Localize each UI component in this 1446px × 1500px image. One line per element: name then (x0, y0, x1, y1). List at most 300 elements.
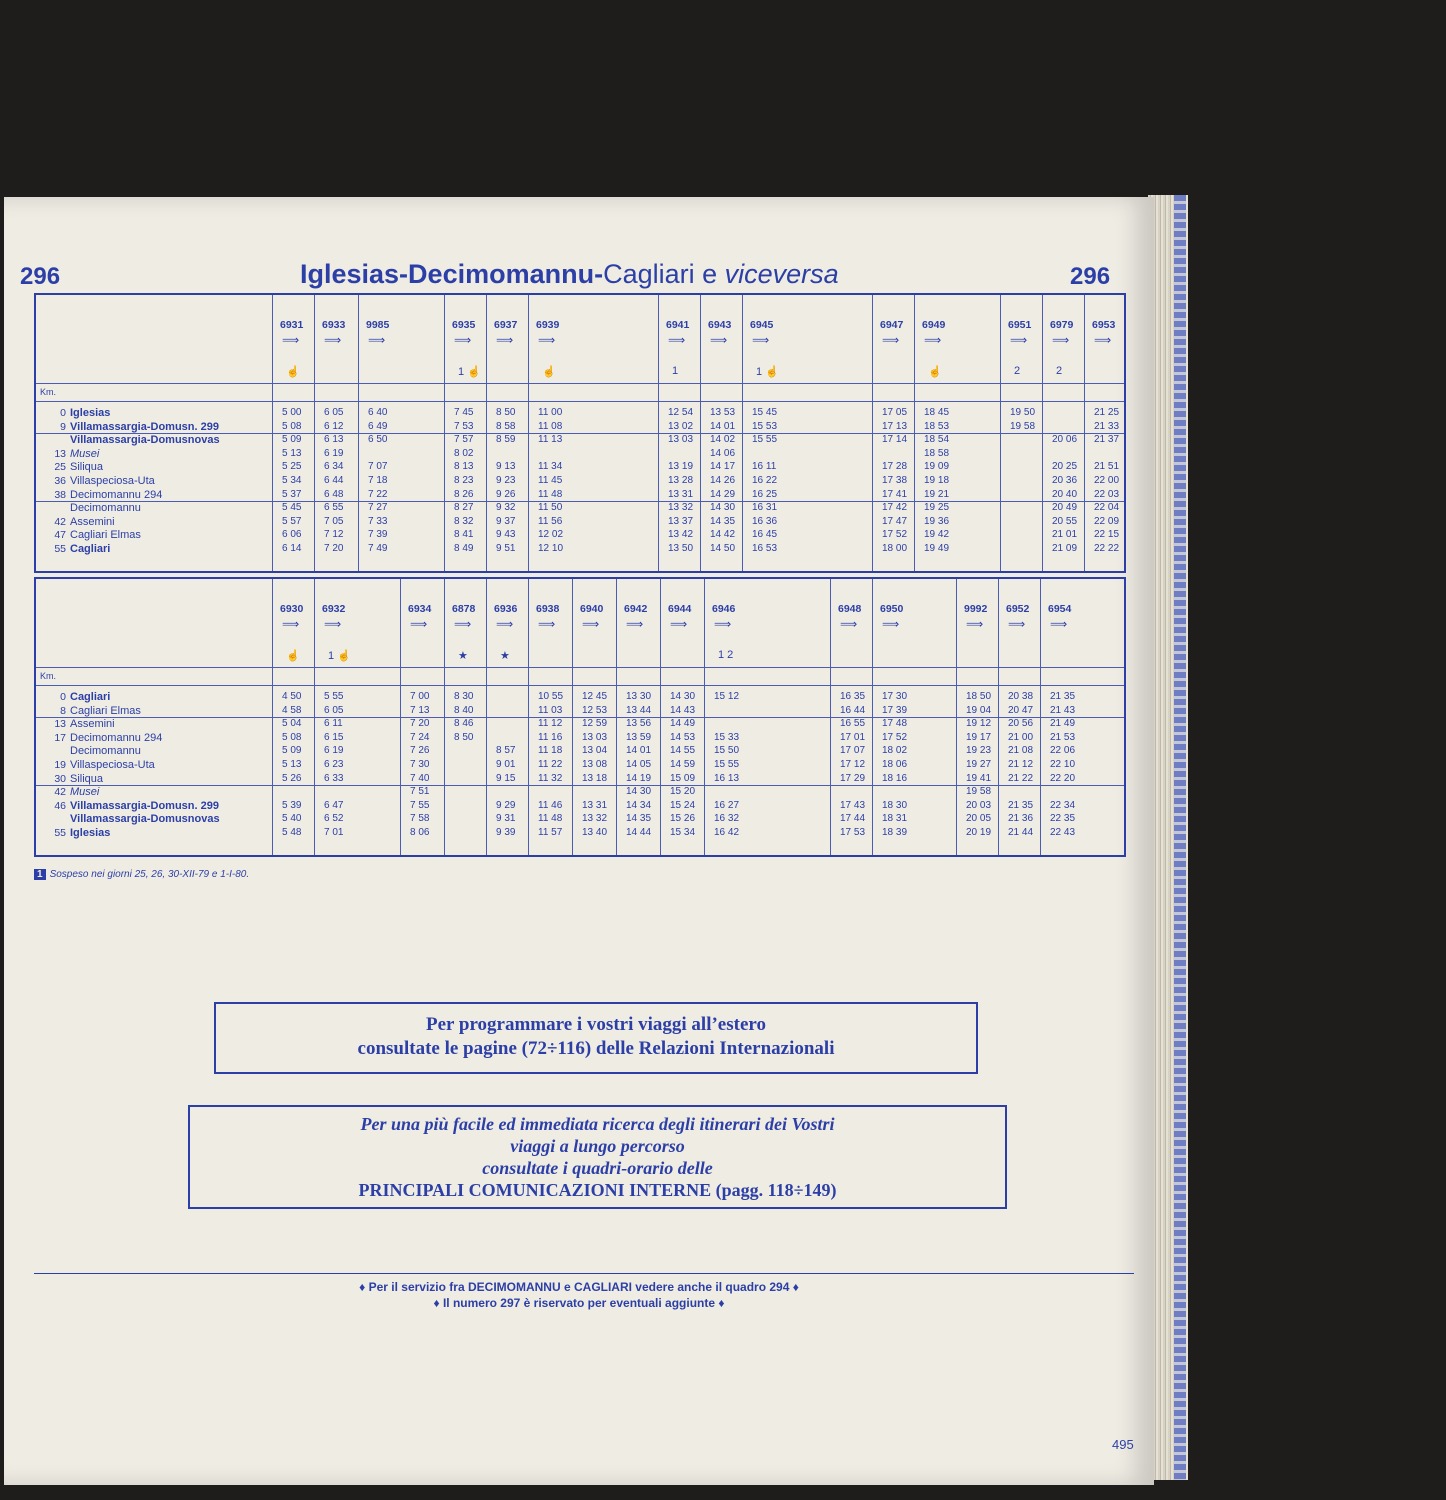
departure-time: 21 36 (1008, 813, 1034, 825)
domestic-notice (188, 1105, 1007, 1209)
departure-time: 17 41 (882, 488, 908, 500)
train-number: 9992 (964, 603, 988, 615)
departure-time: 16 36 (752, 515, 778, 527)
international-line-2: consultate le pagine (72÷116) delle Relazioni Internazionali (357, 1038, 835, 1059)
departure-time: 4 50 (282, 691, 302, 702)
departure-time: 22 03 (1094, 488, 1120, 500)
train-type-icon: ⟹ (1008, 617, 1026, 631)
departure-time: 9 39 (496, 827, 516, 838)
departure-time: 16 44 (840, 704, 866, 716)
train-type-icon: ⟹ (582, 617, 600, 631)
domestic-line-3: consultate i quadri-orario delle (482, 1158, 713, 1178)
departure-time: 6 19 (324, 447, 344, 459)
departure-time: 20 03 (966, 799, 992, 811)
departure-time: 13 31 (582, 799, 608, 811)
departure-time: 13 40 (582, 827, 608, 838)
station-km: 30 (54, 772, 66, 785)
departure-time: 5 37 (282, 488, 302, 500)
departure-time: 8 26 (454, 488, 474, 500)
train-type-icon: ⟹ (714, 617, 732, 631)
station-km: 0 (60, 691, 66, 703)
departure-time: 13 03 (582, 731, 608, 743)
train-type-icon: ⟹ (840, 617, 858, 631)
departure-time: 14 06 (710, 447, 736, 459)
departure-time: 14 34 (626, 799, 652, 811)
departure-time: 7 05 (324, 515, 344, 527)
station-name: Cagliari (70, 691, 111, 703)
departure-time: 14 17 (710, 461, 736, 473)
departure-time: 15 33 (714, 731, 740, 743)
departure-time: 20 38 (1008, 691, 1034, 702)
departure-time: 22 20 (1050, 772, 1076, 784)
train-mark: ☝ (286, 366, 300, 378)
train-mark: 1 ☝ (328, 650, 351, 662)
departure-time: 7 40 (410, 772, 430, 784)
train-type-icon: ⟹ (882, 333, 900, 347)
departure-time: 21 01 (1052, 529, 1078, 541)
departure-time: 8 23 (454, 475, 474, 486)
station-name: Cagliari Elmas (70, 704, 141, 717)
departure-time: 9 32 (496, 502, 516, 514)
station-name: Decimomannu 294 (70, 488, 163, 501)
departure-time: 17 05 (882, 407, 908, 418)
title-sep: e (694, 259, 725, 289)
departure-time: 6 48 (324, 488, 344, 500)
departure-time: 15 26 (670, 813, 696, 825)
departure-time: 7 53 (454, 420, 474, 432)
departure-time: 12 59 (582, 718, 608, 730)
train-mark: 1 (672, 365, 679, 377)
departure-time: 5 48 (282, 827, 302, 838)
station-name: Siliqua (70, 772, 104, 785)
departure-time: 19 36 (924, 515, 950, 527)
train-number: 6930 (280, 603, 304, 615)
departure-time: 15 55 (714, 759, 740, 770)
departure-time: 22 22 (1094, 543, 1120, 554)
departure-time: 10 55 (538, 691, 564, 702)
departure-time: 17 52 (882, 529, 908, 541)
departure-time: 14 50 (710, 543, 736, 554)
departure-time: 22 10 (1050, 759, 1076, 770)
departure-time: 6 44 (324, 475, 344, 486)
departure-time: 21 35 (1008, 799, 1034, 811)
departure-time: 8 58 (496, 420, 516, 432)
departure-time: 19 04 (966, 704, 992, 716)
station-name: Cagliari Elmas (70, 529, 141, 542)
row-group-divider (36, 501, 1124, 502)
departure-time: 16 42 (714, 827, 740, 838)
train-type-icon: ⟹ (368, 333, 386, 347)
departure-time: 17 52 (882, 731, 908, 743)
departure-time: 7 24 (410, 731, 430, 743)
departure-time: 22 15 (1094, 529, 1120, 541)
departure-time: 5 34 (282, 475, 302, 486)
train-number: 9985 (366, 319, 390, 331)
train-type-icon: ⟹ (1052, 333, 1070, 347)
train-mark: 1 2 (718, 649, 734, 661)
departure-time: 8 50 (454, 731, 474, 743)
footer-line-1: ♦ Per il servizio fra DECIMOMANNU e CAGLIARI vedere anche il quadro 294 ♦ (359, 1280, 799, 1294)
title-plain: Cagliari (603, 259, 695, 289)
departure-time: 7 27 (368, 502, 388, 514)
departure-time: 12 10 (538, 543, 564, 554)
departure-time: 14 19 (626, 772, 652, 784)
departure-time: 9 29 (496, 799, 516, 811)
departure-time: 22 06 (1050, 745, 1076, 757)
departure-time: 7 33 (368, 515, 388, 527)
station-name: Villamassargia-Domusn. 299 (70, 799, 219, 812)
departure-time: 17 43 (840, 799, 866, 811)
title-bold: Iglesias-Decimomannu- (300, 259, 604, 289)
departure-time: 13 31 (668, 488, 694, 500)
departure-time: 11 03 (538, 704, 563, 716)
departure-time: 7 58 (410, 813, 430, 825)
departure-time: 11 45 (538, 475, 563, 486)
departure-time: 9 26 (496, 488, 516, 500)
train-mark: 2 (1014, 365, 1021, 377)
train-type-icon: ⟹ (410, 617, 428, 631)
departure-time: 6 33 (324, 772, 344, 784)
train-mark: ☝ (542, 366, 556, 378)
departure-time: 21 25 (1094, 407, 1120, 418)
departure-time: 20 05 (966, 813, 992, 825)
train-type-icon: ⟹ (966, 617, 984, 631)
station-km: 9 (60, 420, 66, 433)
departure-time: 18 30 (882, 799, 908, 811)
departure-time: 19 17 (966, 731, 992, 743)
station-km: 47 (54, 529, 66, 542)
departure-time: 14 44 (626, 827, 652, 838)
train-type-icon: ⟹ (324, 617, 342, 631)
departure-time: 14 42 (710, 529, 736, 541)
train-type-icon: ⟹ (496, 333, 514, 347)
station-name: Musei (70, 786, 100, 799)
station-km: 13 (54, 718, 66, 731)
station-name: Musei (70, 447, 100, 460)
station-name: Iglesias (70, 407, 111, 419)
departure-time: 8 57 (496, 745, 516, 757)
departure-time: 7 49 (368, 543, 388, 554)
departure-time: 16 22 (752, 475, 778, 486)
departure-time: 21 33 (1094, 420, 1120, 432)
timetable-page (4, 197, 1154, 1485)
departure-time: 19 58 (966, 786, 992, 798)
departure-time: 22 35 (1050, 813, 1076, 825)
train-mark: ☝ (286, 650, 300, 662)
station-name: Assemini (70, 515, 115, 528)
station-km: 17 (54, 731, 66, 744)
departure-time: 8 49 (454, 543, 474, 554)
station-name: Iglesias (70, 827, 111, 839)
departure-time: 19 21 (924, 488, 950, 500)
departure-time: 6 13 (324, 434, 344, 446)
domestic-line-2: viaggi a lungo percorso (510, 1136, 685, 1156)
departure-time: 17 12 (840, 759, 866, 770)
departure-time: 21 08 (1008, 745, 1034, 757)
train-type-icon: ⟹ (670, 617, 688, 631)
departure-time: 18 54 (924, 434, 950, 446)
departure-time: 18 06 (882, 759, 908, 770)
departure-time: 19 18 (924, 475, 950, 486)
departure-time: 18 31 (882, 813, 908, 825)
station-name: Decimomannu 294 (70, 731, 163, 744)
departure-time: 6 52 (324, 813, 344, 825)
km-header: Km. (40, 671, 57, 681)
departure-time: 11 00 (538, 407, 563, 418)
station-km: 38 (54, 488, 66, 501)
departure-time: 11 50 (538, 502, 563, 514)
km-header: Km. (40, 387, 57, 397)
departure-time: 14 29 (710, 488, 736, 500)
departure-time: 6 05 (324, 704, 344, 716)
departure-time: 13 08 (582, 759, 608, 770)
train-type-icon: ⟹ (668, 333, 686, 347)
departure-time: 6 15 (324, 731, 344, 743)
departure-time: 11 13 (538, 434, 563, 446)
departure-time: 21 22 (1008, 772, 1034, 784)
station-km: 36 (54, 475, 66, 487)
station-km: 42 (54, 786, 66, 799)
departure-time: 13 42 (668, 529, 694, 541)
departure-time: 17 53 (840, 827, 866, 838)
departure-time: 5 39 (282, 799, 302, 811)
header-divider (36, 667, 1124, 668)
departure-time: 12 54 (668, 407, 694, 418)
departure-time: 14 30 (710, 502, 736, 514)
departure-time: 13 50 (668, 543, 694, 554)
departure-time: 9 31 (496, 813, 516, 825)
folio-number: 495 (1112, 1437, 1134, 1452)
departure-time: 19 23 (966, 745, 992, 757)
departure-time: 6 40 (368, 407, 388, 418)
train-number: 6936 (494, 603, 518, 615)
page-edge (1148, 195, 1188, 1480)
departure-time: 12 02 (538, 529, 564, 541)
train-type-icon: ⟹ (626, 617, 644, 631)
departure-time: 6 19 (324, 745, 344, 757)
footnote-marker: 1 (34, 869, 46, 880)
departure-time: 13 19 (668, 461, 694, 473)
station-km: 8 (60, 704, 66, 717)
departure-time: 5 25 (282, 461, 302, 473)
departure-time: 17 13 (882, 420, 908, 432)
departure-time: 16 31 (752, 502, 778, 514)
train-type-icon: ⟹ (496, 617, 514, 631)
departure-time: 17 29 (840, 772, 866, 784)
departure-time: 17 38 (882, 475, 908, 486)
departure-time: 5 04 (282, 718, 302, 730)
departure-time: 6 05 (324, 407, 344, 418)
station-km: 25 (54, 461, 66, 474)
train-number: 6940 (580, 603, 604, 615)
departure-time: 15 55 (752, 434, 778, 446)
departure-time: 21 37 (1094, 434, 1120, 446)
page-title (300, 259, 839, 290)
row-group-divider (36, 717, 1124, 718)
departure-time: 14 55 (670, 745, 696, 757)
departure-time: 17 39 (882, 704, 908, 716)
departure-time: 14 02 (710, 434, 736, 446)
departure-time: 8 32 (454, 515, 474, 527)
title-italic: viceversa (724, 259, 839, 289)
departure-time: 8 59 (496, 434, 516, 446)
departure-time: 7 57 (454, 434, 474, 446)
train-type-icon: ⟹ (538, 617, 556, 631)
train-type-icon: ⟹ (282, 617, 300, 631)
departure-time: 17 28 (882, 461, 908, 473)
departure-time: 9 13 (496, 461, 516, 473)
station-km: 55 (54, 827, 66, 839)
departure-time: 8 50 (496, 407, 516, 418)
train-number: 6979 (1050, 319, 1074, 331)
departure-time: 17 30 (882, 691, 908, 702)
train-mark: 1 ☝ (756, 366, 779, 378)
station-name: Cagliari (70, 543, 111, 555)
departure-time: 20 55 (1052, 515, 1078, 527)
train-type-icon: ⟹ (1010, 333, 1028, 347)
footnote-text: Sospeso nei giorni 25, 26, 30-XII-79 e 1-I-80. (49, 869, 250, 880)
departure-time: 19 50 (1010, 407, 1036, 418)
train-number: 6951 (1008, 319, 1032, 331)
departure-time: 18 53 (924, 420, 950, 432)
departure-time: 6 11 (324, 718, 343, 730)
departure-time: 13 59 (626, 731, 652, 743)
station-name: Villamassargia-Domusn. 299 (70, 420, 219, 433)
departure-time: 15 24 (670, 799, 696, 811)
departure-time: 7 26 (410, 745, 430, 757)
train-number: 6931 (280, 319, 304, 331)
departure-time: 15 20 (670, 786, 696, 798)
departure-time: 14 01 (626, 745, 652, 757)
departure-time: 6 34 (324, 461, 344, 473)
station-name: Villamassargia-Domusnovas (70, 434, 220, 447)
departure-time: 14 59 (670, 759, 696, 770)
train-type-icon: ⟹ (454, 333, 472, 347)
international-notice (214, 1002, 978, 1074)
train-mark: 2 (1056, 365, 1063, 377)
departure-time: 9 01 (496, 759, 516, 770)
footer-rule (34, 1273, 1134, 1274)
train-type-icon: ⟹ (1050, 617, 1068, 631)
departure-time: 9 51 (496, 543, 516, 554)
departure-time: 13 18 (582, 772, 608, 784)
train-number: 6932 (322, 603, 346, 615)
departure-time: 20 06 (1052, 434, 1078, 446)
departure-time: 22 43 (1050, 827, 1076, 838)
departure-time: 18 50 (966, 691, 992, 702)
train-type-icon: ⟹ (752, 333, 770, 347)
domestic-line-4: PRINCIPALI COMUNICAZIONI INTERNE (pagg. 118÷149) (358, 1180, 837, 1200)
departure-time: 20 56 (1008, 718, 1034, 730)
departure-time: 5 26 (282, 772, 302, 784)
departure-time: 14 43 (670, 704, 696, 716)
departure-time: 8 06 (410, 827, 430, 838)
station-name: Villamassargia-Domusnovas (70, 813, 220, 826)
departure-time: 11 16 (538, 731, 563, 743)
departure-time: 20 40 (1052, 488, 1078, 500)
departure-time: 15 12 (714, 691, 740, 702)
station-name: Decimomannu (70, 745, 141, 758)
departure-time: 6 06 (282, 529, 302, 541)
row-group-divider (36, 785, 1124, 786)
departure-time: 7 39 (368, 529, 388, 541)
departure-time: 5 45 (282, 502, 302, 514)
train-type-icon: ⟹ (882, 617, 900, 631)
train-number: 6939 (536, 319, 560, 331)
departure-time: 11 22 (538, 759, 563, 770)
departure-time: 13 32 (668, 502, 694, 514)
departure-time: 13 56 (626, 718, 652, 730)
departure-time: 7 51 (410, 786, 430, 798)
station-name: Villaspeciosa-Uta (70, 475, 155, 487)
departure-time: 15 09 (670, 772, 696, 784)
station-km: 42 (54, 515, 66, 528)
station-km: 55 (54, 543, 66, 555)
station-km: 13 (54, 447, 66, 460)
timetable-outbound (34, 293, 1126, 573)
departure-time: 6 47 (324, 799, 344, 811)
departure-time: 21 44 (1008, 827, 1034, 838)
train-number: 6952 (1006, 603, 1030, 615)
departure-time: 8 30 (454, 691, 474, 702)
departure-time: 14 35 (710, 515, 736, 527)
departure-time: 7 01 (324, 827, 344, 838)
departure-time: 19 49 (924, 543, 950, 554)
departure-time: 21 49 (1050, 718, 1076, 730)
departure-time: 8 46 (454, 718, 474, 730)
departure-time: 19 12 (966, 718, 992, 730)
departure-time: 17 44 (840, 813, 866, 825)
train-type-icon: ⟹ (1094, 333, 1112, 347)
departure-time: 13 03 (668, 434, 694, 446)
departure-time: 13 04 (582, 745, 608, 757)
train-type-icon: ⟹ (282, 333, 300, 347)
footnote (34, 869, 249, 880)
departure-time: 18 02 (882, 745, 908, 757)
departure-time: 11 57 (538, 827, 563, 838)
departure-time: 19 58 (1010, 420, 1036, 432)
departure-time: 8 40 (454, 704, 474, 716)
train-type-icon: ⟹ (324, 333, 342, 347)
departure-time: 7 00 (410, 691, 430, 702)
departure-time: 13 37 (668, 515, 694, 527)
station-name: Decimomannu (70, 502, 141, 515)
page-edge-tabs (1174, 195, 1186, 1480)
departure-time: 22 04 (1094, 502, 1120, 514)
departure-time: 20 36 (1052, 475, 1078, 486)
departure-time: 20 19 (966, 827, 992, 838)
departure-time: 13 30 (626, 691, 652, 702)
departure-time: 17 14 (882, 434, 908, 446)
timetable-return (34, 577, 1126, 857)
departure-time: 21 51 (1094, 461, 1120, 473)
header-divider (36, 685, 1124, 686)
departure-time: 20 47 (1008, 704, 1034, 716)
train-number: 6943 (708, 319, 732, 331)
departure-time: 19 41 (966, 772, 992, 784)
departure-time: 6 55 (324, 502, 344, 514)
departure-time: 16 35 (840, 691, 866, 702)
departure-time: 21 43 (1050, 704, 1076, 716)
departure-time: 17 48 (882, 718, 908, 730)
station-km: 46 (54, 799, 66, 812)
departure-time: 18 00 (882, 543, 908, 554)
departure-time: 6 49 (368, 420, 388, 432)
departure-time: 11 48 (538, 813, 563, 825)
international-line-1: Per programmare i vostri viaggi all’estero (426, 1014, 766, 1035)
departure-time: 15 53 (752, 420, 778, 432)
departure-time: 11 56 (538, 515, 563, 527)
